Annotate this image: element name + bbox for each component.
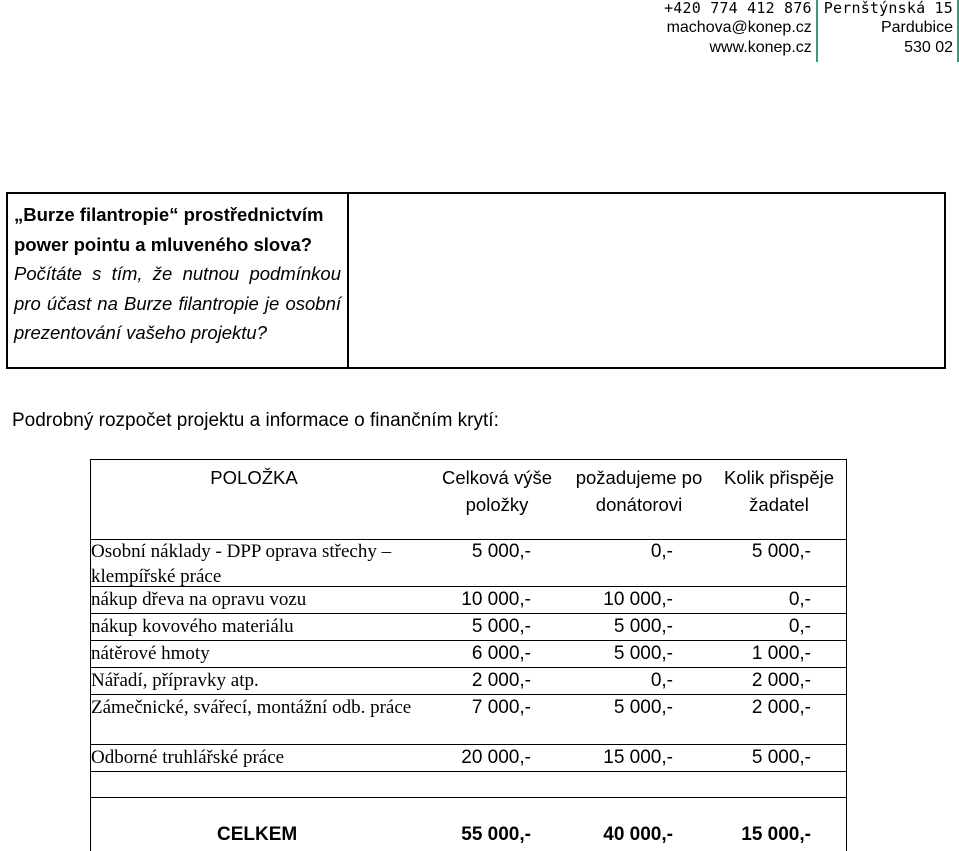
- header-divider: [816, 0, 818, 62]
- website: www.konep.cz: [709, 39, 812, 56]
- row-name: Osobní náklady - DPP oprava střechy – klempířské práce: [91, 541, 392, 587]
- row-donor: 10 000,-: [603, 589, 673, 610]
- total-donor: 40 000,-: [603, 824, 673, 845]
- row-donor: 0,-: [650, 541, 673, 562]
- row-donor: 0,-: [650, 670, 673, 691]
- row-applicant: 2 000,-: [751, 670, 811, 691]
- zip-code: 530 02: [904, 39, 953, 56]
- row-divider: [91, 797, 846, 798]
- address-column: [824, 0, 953, 62]
- city: Pardubice: [880, 19, 953, 36]
- header-donor: požadujeme po donátorovi: [575, 467, 703, 515]
- row-divider: [91, 771, 846, 772]
- row-total: 20 000,-: [461, 747, 531, 768]
- section-title: Podrobný rozpočet projektu a informace o finančním krytí:: [12, 410, 499, 431]
- row-applicant: 1 000,-: [751, 643, 811, 664]
- row-name: nákup kovového materiálu: [91, 616, 294, 637]
- row-name: nákup dřeva na opravu vozu: [91, 589, 307, 610]
- total-sum: 55 000,-: [461, 824, 531, 845]
- row-name: Nářadí, přípravky atp.: [91, 670, 259, 691]
- row-total: 10 000,-: [461, 589, 531, 610]
- header-item: POLOŽKA: [210, 467, 298, 488]
- contact-column: [664, 0, 812, 62]
- row-applicant: 0,-: [788, 589, 811, 610]
- row-applicant: 0,-: [788, 616, 811, 637]
- row-name: Odborné truhlářské práce: [91, 747, 285, 768]
- row-donor: 5 000,-: [613, 616, 673, 637]
- question-bold-text: „Burze filantropie“ prostřednictvím power pointu a mluveného slova?: [14, 204, 324, 255]
- row-donor: 15 000,-: [603, 747, 673, 768]
- row-name: nátěrové hmoty: [91, 643, 210, 664]
- row-total: 2 000,-: [471, 670, 531, 691]
- row-total: 5 000,-: [471, 541, 531, 562]
- row-applicant: 5 000,-: [751, 541, 811, 562]
- row-donor: 5 000,-: [613, 643, 673, 664]
- table-header: [91, 460, 846, 540]
- answer-cell: [349, 194, 944, 367]
- question-italic-text: Počítáte s tím, že nutnou podmínkou pro účast na Burze filantropie je osobní prezentování vašeho projektu?: [14, 263, 341, 343]
- row-total: 7 000,-: [471, 697, 531, 718]
- budget-table: [90, 459, 847, 851]
- email-address: machova@konep.cz: [666, 19, 812, 36]
- header-total: Celková výše položky: [441, 467, 552, 515]
- contact-header: [664, 0, 959, 62]
- row-applicant: 5 000,-: [751, 747, 811, 768]
- question-cell: [8, 194, 349, 367]
- total-applicant: 15 000,-: [741, 824, 811, 845]
- row-total: 6 000,-: [471, 643, 531, 664]
- row-applicant: 2 000,-: [751, 697, 811, 718]
- header-applicant: Kolik přispěje žadatel: [723, 467, 835, 515]
- row-total: 5 000,-: [471, 616, 531, 637]
- total-label: CELKEM: [217, 824, 298, 845]
- row-name: Zámečnické, svářecí, montážní odb. práce: [91, 697, 412, 718]
- phone-number: +420 774 412 876: [664, 0, 812, 17]
- street-address: Pernštýnská 15: [823, 0, 953, 17]
- row-donor: 5 000,-: [613, 697, 673, 718]
- question-box: [6, 192, 946, 369]
